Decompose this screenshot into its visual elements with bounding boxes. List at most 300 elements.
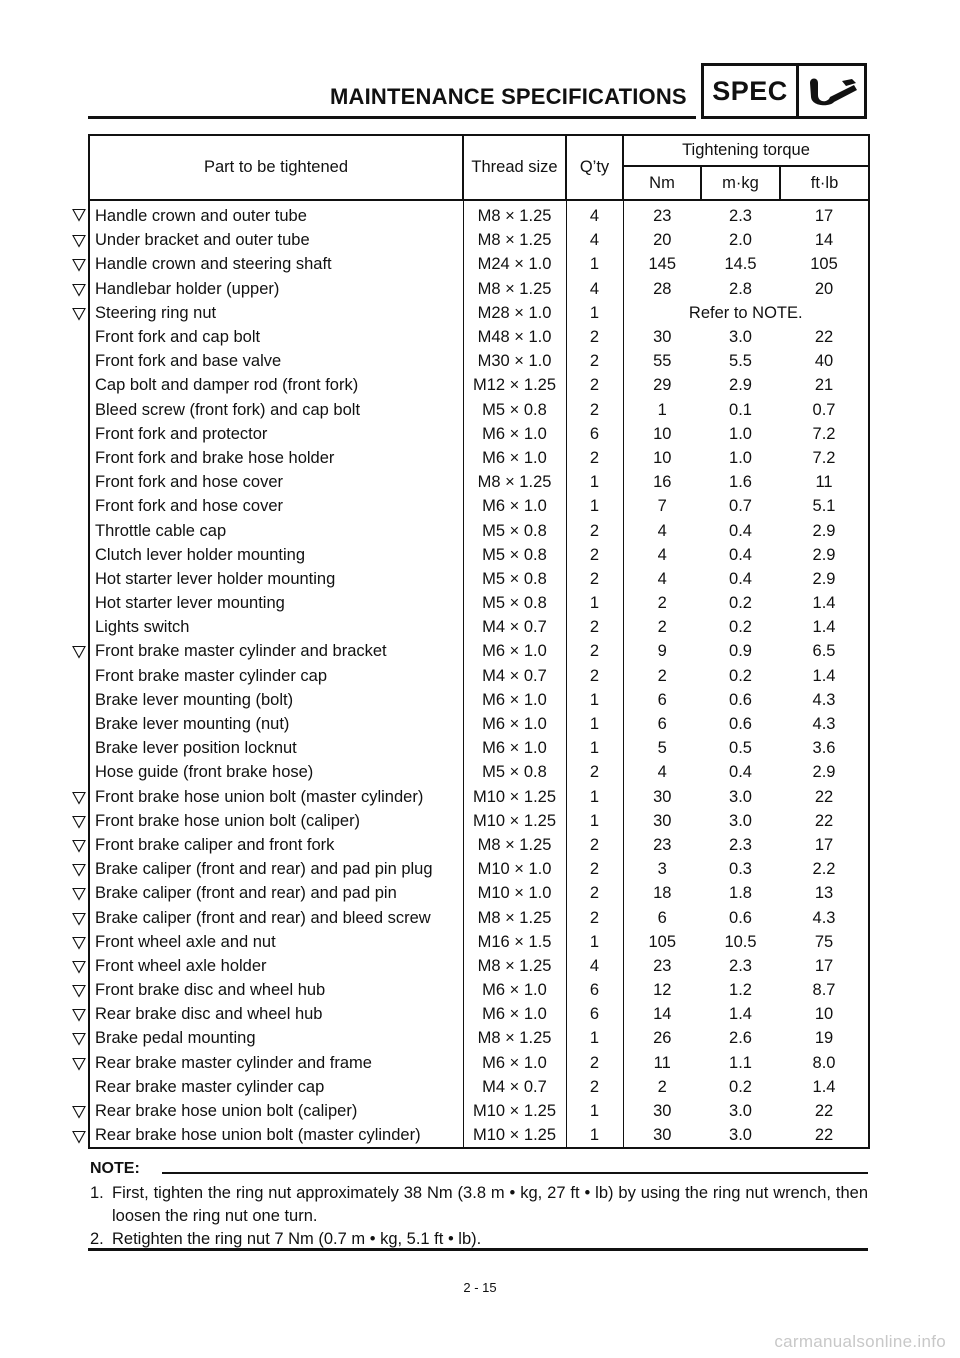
quantity-cell: 6 <box>566 1002 623 1026</box>
torque-nm-cell: 4 <box>657 521 667 540</box>
thread-size-cell: M6 × 1.0 <box>463 1002 566 1026</box>
quantity-cell: 2 <box>566 446 623 470</box>
quantity-cell: 2 <box>566 905 623 929</box>
torque-nm-cell: 2 <box>657 1077 667 1096</box>
thread-size-cell: M10 × 1.25 <box>463 1099 566 1123</box>
note-list <box>90 1182 868 1251</box>
part-cell: Brake caliper (front and rear) and bleed screw <box>89 905 463 929</box>
part-cell: Front fork and cap bolt <box>89 325 463 349</box>
torque-nm-cell: 23 <box>653 956 672 975</box>
torque-ftlb-cell: 2.2 <box>780 857 869 881</box>
thread-size-cell: M8 × 1.25 <box>463 277 566 301</box>
torque-mkg-cell: 2.0 <box>729 231 752 250</box>
torque-mkg-cell: 1.2 <box>729 981 752 1000</box>
torque-ftlb-cell: 1.4 <box>780 615 869 639</box>
part-cell: Front fork and hose cover <box>89 470 463 494</box>
quantity-cell: 1 <box>566 712 623 736</box>
part-cell: Front wheel axle and nut <box>89 930 463 954</box>
part-cell: Front brake caliper and front fork <box>89 833 463 857</box>
thread-size-cell: M16 × 1.5 <box>463 930 566 954</box>
note-item-number: 1. <box>90 1184 104 1202</box>
quantity-cell: 2 <box>566 349 623 373</box>
quantity-cell: 1 <box>566 809 623 833</box>
quantity-cell: 1 <box>566 1123 623 1148</box>
table-row <box>89 518 869 542</box>
table-row <box>89 277 869 301</box>
table-row <box>89 1099 869 1123</box>
triangle-marker-icon <box>72 1130 86 1144</box>
torque-nm-cell: 4 <box>657 569 667 588</box>
torque-ftlb-cell: 3.6 <box>780 736 869 760</box>
triangle-marker-icon <box>72 283 86 297</box>
thread-size-cell: M8 × 1.25 <box>463 833 566 857</box>
torque-ftlb-cell: 17 <box>780 833 869 857</box>
table-row <box>89 664 869 688</box>
torque-nm-cell: 30 <box>623 1123 701 1148</box>
part-cell: Under bracket and outer tube <box>89 228 463 252</box>
torque-ftlb-cell: 4.3 <box>780 688 869 712</box>
triangle-marker-icon <box>72 863 86 877</box>
header-thread-size: Thread size <box>463 135 566 200</box>
table-row <box>89 736 869 760</box>
torque-mkg-cell: 1.0 <box>729 448 752 467</box>
part-cell: Lights switch <box>89 615 463 639</box>
torque-nm-cell: 4 <box>657 763 667 782</box>
table-row <box>89 422 869 446</box>
torque-nm-cell: 1 <box>657 400 667 419</box>
torque-nm-cell: 6 <box>657 715 667 734</box>
quantity-cell: 2 <box>566 373 623 397</box>
quantity-cell: 2 <box>566 518 623 542</box>
table-row <box>89 446 869 470</box>
torque-nm-cell: 2 <box>657 594 667 613</box>
table-row <box>89 1002 869 1026</box>
thread-size-cell: M8 × 1.25 <box>463 228 566 252</box>
quantity-cell: 6 <box>566 422 623 446</box>
part-cell: Front fork and protector <box>89 422 463 446</box>
quantity-cell: 4 <box>566 954 623 978</box>
quantity-cell: 2 <box>566 857 623 881</box>
torque-nm-cell: 5 <box>657 739 667 758</box>
torque-mkg-cell: 0.5 <box>729 739 752 758</box>
quantity-cell: 6 <box>566 978 623 1002</box>
torque-nm-cell: 105 <box>648 932 677 951</box>
torque-mkg-cell: 1.1 <box>729 1053 752 1072</box>
part-cell: Front fork and base valve <box>89 349 463 373</box>
part-cell: Handle crown and steering shaft <box>89 252 463 276</box>
torque-ftlb-cell: 22 <box>780 1123 869 1148</box>
table-row <box>89 543 869 567</box>
torque-mkg-cell: 3.0 <box>729 787 752 806</box>
torque-mkg-cell: 2.9 <box>729 376 752 395</box>
torque-ftlb-cell: 22 <box>780 1099 869 1123</box>
part-cell: Rear brake master cylinder and frame <box>89 1051 463 1075</box>
torque-nm-cell: 23 <box>653 835 672 854</box>
torque-nm-cell: 3 <box>657 860 667 879</box>
thread-size-cell: M5 × 0.8 <box>463 760 566 784</box>
torque-nm-cell: 18 <box>653 884 672 903</box>
quantity-cell: 2 <box>566 543 623 567</box>
thread-size-cell: M6 × 1.0 <box>463 736 566 760</box>
quantity-cell: 2 <box>566 760 623 784</box>
part-cell: Brake caliper (front and rear) and pad pin <box>89 881 463 905</box>
torque-ftlb-cell: 40 <box>780 349 869 373</box>
torque-mkg-cell: 1.6 <box>729 473 752 492</box>
table-row <box>89 1123 869 1148</box>
quantity-cell: 1 <box>566 301 623 325</box>
quantity-cell: 1 <box>566 785 623 809</box>
torque-ftlb-cell: 13 <box>780 881 869 905</box>
triangle-marker-icon <box>72 960 86 974</box>
torque-ftlb-cell: 19 <box>780 1026 869 1050</box>
thread-size-cell: M10 × 1.0 <box>463 857 566 881</box>
table-row <box>89 325 869 349</box>
torque-mkg-cell: 2.3 <box>729 207 752 226</box>
table-row <box>89 494 869 518</box>
triangle-marker-icon <box>72 1032 86 1046</box>
torque-mkg-cell: 0.3 <box>729 860 752 879</box>
torque-ftlb-cell: 14 <box>780 228 869 252</box>
part-cell: Brake pedal mounting <box>89 1026 463 1050</box>
part-cell: Brake caliper (front and rear) and pad pin plug <box>89 857 463 881</box>
part-cell: Rear brake master cylinder cap <box>89 1075 463 1099</box>
part-cell: Front brake hose union bolt (caliper) <box>89 809 463 833</box>
torque-ftlb-cell: 4.3 <box>780 905 869 929</box>
quantity-cell: 2 <box>566 1075 623 1099</box>
torque-mkg-cell: 3.0 <box>729 811 752 830</box>
part-cell: Front fork and brake hose holder <box>89 446 463 470</box>
torque-mkg-cell: 0.1 <box>729 400 752 419</box>
torque-ftlb-cell: 4.3 <box>780 712 869 736</box>
triangle-marker-icon <box>72 208 86 222</box>
torque-nm-cell: 26 <box>653 1029 672 1048</box>
torque-nm-cell: 28 <box>653 279 672 298</box>
table-row <box>89 881 869 905</box>
part-cell: Steering ring nut <box>89 301 463 325</box>
watermark: carmanualsonline.info <box>774 1332 946 1351</box>
torque-nm-cell: 14 <box>653 1005 672 1024</box>
quantity-cell: 2 <box>566 664 623 688</box>
torque-nm-cell: 7 <box>657 497 667 516</box>
thread-size-cell: M8 × 1.25 <box>463 200 566 228</box>
quantity-cell: 2 <box>566 833 623 857</box>
torque-ftlb-cell: 2.9 <box>780 543 869 567</box>
part-cell: Brake lever position locknut <box>89 736 463 760</box>
torque-ftlb-cell: 2.9 <box>780 760 869 784</box>
quantity-cell: 1 <box>566 736 623 760</box>
torque-mkg-cell: 0.6 <box>729 908 752 927</box>
table-row <box>89 567 869 591</box>
thread-size-cell: M8 × 1.25 <box>463 905 566 929</box>
header-rule <box>88 116 696 119</box>
table-row <box>89 1026 869 1050</box>
table-row <box>89 930 869 954</box>
thread-size-cell: M5 × 0.8 <box>463 518 566 542</box>
table-header-row <box>89 135 869 166</box>
thread-size-cell: M6 × 1.0 <box>463 688 566 712</box>
torque-ftlb-cell: 1.4 <box>780 591 869 615</box>
header-quantity: Q’ty <box>566 135 623 200</box>
torque-mkg-cell: 2.8 <box>729 279 752 298</box>
part-cell: Brake lever mounting (bolt) <box>89 688 463 712</box>
thread-size-cell: M48 × 1.0 <box>463 325 566 349</box>
thread-size-cell: M5 × 0.8 <box>463 398 566 422</box>
section-badge <box>701 63 867 119</box>
thread-size-cell: M4 × 0.7 <box>463 664 566 688</box>
part-cell: Front brake master cylinder and bracket <box>89 639 463 663</box>
header-nm: Nm <box>623 166 701 200</box>
table-row <box>89 252 869 276</box>
quantity-cell: 1 <box>566 1099 623 1123</box>
table-row <box>89 1051 869 1075</box>
torque-nm-cell: 2 <box>657 666 667 685</box>
part-cell: Hose guide (front brake hose) <box>89 760 463 784</box>
thread-size-cell: M30 × 1.0 <box>463 349 566 373</box>
torque-mkg-cell: 1.4 <box>729 1005 752 1024</box>
torque-nm-cell: 11 <box>653 1053 671 1072</box>
part-cell: Front wheel axle holder <box>89 954 463 978</box>
torque-mkg-cell: 5.5 <box>729 352 752 371</box>
part-cell: Hot starter lever holder mounting <box>89 567 463 591</box>
quantity-cell: 2 <box>566 567 623 591</box>
quantity-cell: 2 <box>566 881 623 905</box>
thread-size-cell: M4 × 0.7 <box>463 1075 566 1099</box>
quantity-cell: 4 <box>566 228 623 252</box>
thread-size-cell: M6 × 1.0 <box>463 446 566 470</box>
thread-size-cell: M6 × 1.0 <box>463 422 566 446</box>
header-ftlb: ft·lb <box>780 166 869 200</box>
triangle-marker-icon <box>72 234 86 248</box>
header-tightening-torque: Tightening torque <box>623 135 869 166</box>
table-row <box>89 833 869 857</box>
torque-mkg-cell: 14.5 <box>724 255 757 274</box>
torque-ftlb-cell: 2.9 <box>780 567 869 591</box>
page-title: MAINTENANCE SPECIFICATIONS <box>330 84 687 109</box>
torque-nm-cell: 30 <box>653 328 672 347</box>
table-row <box>89 639 869 663</box>
part-cell: Front fork and hose cover <box>89 494 463 518</box>
torque-ftlb-cell: 1.4 <box>780 664 869 688</box>
part-cell: Handle crown and outer tube <box>89 200 463 228</box>
triangle-marker-icon <box>72 1105 86 1119</box>
thread-size-cell: M10 × 1.25 <box>463 1123 566 1148</box>
thread-size-cell: M5 × 0.8 <box>463 591 566 615</box>
torque-ftlb-cell: 17 <box>780 200 869 228</box>
torque-mkg-cell: 0.2 <box>729 1077 752 1096</box>
quantity-cell: 2 <box>566 639 623 663</box>
quantity-cell: 1 <box>566 252 623 276</box>
header-part: Part to be tightened <box>89 135 463 200</box>
table-row <box>89 615 869 639</box>
torque-ftlb-cell: 20 <box>780 277 869 301</box>
note-item-number: 2. <box>90 1230 104 1248</box>
torque-mkg-cell: 0.2 <box>729 618 752 637</box>
torque-ftlb-cell: 8.0 <box>780 1051 869 1075</box>
torque-nm-cell: 29 <box>653 376 672 395</box>
torque-ftlb-cell: 21 <box>780 373 869 397</box>
quantity-cell: 1 <box>566 930 623 954</box>
part-cell: Rear brake hose union bolt (caliper) <box>89 1099 463 1123</box>
torque-mkg-cell: 1.8 <box>729 884 752 903</box>
torque-mkg-cell: 0.6 <box>729 715 752 734</box>
table-row <box>89 785 869 809</box>
note-item-text: Retighten the ring nut 7 Nm (0.7 m • kg, 5.1 ft • lb). <box>112 1230 482 1248</box>
torque-nm-cell: 145 <box>648 255 677 274</box>
triangle-marker-icon <box>72 984 86 998</box>
torque-mkg-cell: 3.0 <box>701 1123 780 1148</box>
triangle-marker-icon <box>72 258 86 272</box>
torque-nm-cell: 4 <box>657 545 667 564</box>
torque-mkg-cell: 0.2 <box>729 666 752 685</box>
torque-nm-cell: 9 <box>657 642 667 661</box>
torque-ftlb-cell: 7.2 <box>780 422 869 446</box>
thread-size-cell: M10 × 1.25 <box>463 785 566 809</box>
thread-size-cell: M10 × 1.25 <box>463 809 566 833</box>
quantity-cell: 4 <box>566 200 623 228</box>
torque-nm-cell: 6 <box>657 908 667 927</box>
quantity-cell: 2 <box>566 325 623 349</box>
torque-ftlb-cell: 0.7 <box>780 398 869 422</box>
table-row <box>89 809 869 833</box>
part-cell: Brake lever mounting (nut) <box>89 712 463 736</box>
triangle-marker-icon <box>72 791 86 805</box>
thread-size-cell: M6 × 1.0 <box>463 1051 566 1075</box>
torque-ftlb-cell: 2.9 <box>780 518 869 542</box>
quantity-cell: 1 <box>566 470 623 494</box>
torque-nm-cell: 23 <box>653 207 672 226</box>
thread-size-cell: M28 × 1.0 <box>463 301 566 325</box>
part-cell: Handlebar holder (upper) <box>89 277 463 301</box>
wrench-icon <box>804 73 860 109</box>
quantity-cell: 1 <box>566 688 623 712</box>
torque-nm-cell: 20 <box>653 231 672 250</box>
triangle-marker-icon <box>72 887 86 901</box>
torque-nm-cell: 30 <box>653 1102 672 1121</box>
table-row <box>89 349 869 373</box>
torque-ftlb-cell: 5.1 <box>780 494 869 518</box>
torque-note-cell: Refer to NOTE. <box>623 301 869 325</box>
quantity-cell: 1 <box>566 1026 623 1050</box>
torque-ftlb-cell: 6.5 <box>780 639 869 663</box>
thread-size-cell: M12 × 1.25 <box>463 373 566 397</box>
torque-nm-cell: 55 <box>653 352 672 371</box>
triangle-marker-icon <box>72 815 86 829</box>
table-row <box>89 200 869 228</box>
table-row <box>89 978 869 1002</box>
table-row <box>89 591 869 615</box>
torque-spec-table <box>88 134 870 1149</box>
torque-mkg-cell: 3.0 <box>729 328 752 347</box>
torque-ftlb-cell: 22 <box>780 785 869 809</box>
table-body <box>89 200 869 1148</box>
note-bottom-rule <box>88 1248 868 1251</box>
table-row <box>89 905 869 929</box>
torque-nm-cell: 6 <box>657 690 667 709</box>
triangle-marker-icon <box>72 1057 86 1071</box>
torque-ftlb-cell: 75 <box>780 930 869 954</box>
torque-nm-cell: 30 <box>653 787 672 806</box>
thread-size-cell: M4 × 0.7 <box>463 615 566 639</box>
part-cell: Hot starter lever mounting <box>89 591 463 615</box>
table-row <box>89 712 869 736</box>
table-row <box>89 398 869 422</box>
torque-mkg-cell: 10.5 <box>724 932 757 951</box>
thread-size-cell: M8 × 1.25 <box>463 1026 566 1050</box>
page-number: 2 - 15 <box>463 1280 497 1295</box>
table-row <box>89 301 869 325</box>
torque-nm-cell: 16 <box>653 473 672 492</box>
part-cell: Clutch lever holder mounting <box>89 543 463 567</box>
torque-mkg-cell: 3.0 <box>729 1102 752 1121</box>
part-cell: Front brake master cylinder cap <box>89 664 463 688</box>
part-cell: Bleed screw (front fork) and cap bolt <box>89 398 463 422</box>
torque-nm-cell: 12 <box>653 981 672 1000</box>
torque-ftlb-cell: 1.4 <box>780 1075 869 1099</box>
table-row <box>89 1075 869 1099</box>
quantity-cell: 1 <box>566 591 623 615</box>
torque-ftlb-cell: 22 <box>780 809 869 833</box>
table-row <box>89 228 869 252</box>
torque-ftlb-cell: 7.2 <box>780 446 869 470</box>
triangle-marker-icon <box>72 1008 86 1022</box>
triangle-marker-icon <box>72 307 86 321</box>
quantity-cell: 2 <box>566 398 623 422</box>
torque-ftlb-cell: 17 <box>780 954 869 978</box>
table-row <box>89 373 869 397</box>
note-item <box>90 1182 868 1228</box>
thread-size-cell: M6 × 1.0 <box>463 639 566 663</box>
triangle-marker-icon <box>72 839 86 853</box>
torque-mkg-cell: 1.0 <box>729 424 752 443</box>
table-row <box>89 954 869 978</box>
torque-mkg-cell: 0.2 <box>729 594 752 613</box>
thread-size-cell: M24 × 1.0 <box>463 252 566 276</box>
torque-mkg-cell: 2.3 <box>729 835 752 854</box>
torque-ftlb-cell: 8.7 <box>780 978 869 1002</box>
torque-mkg-cell: 0.4 <box>729 569 752 588</box>
thread-size-cell: M6 × 1.0 <box>463 712 566 736</box>
quantity-cell: 4 <box>566 277 623 301</box>
torque-nm-cell: 30 <box>653 811 672 830</box>
section-badge-label: SPEC <box>704 66 799 116</box>
table-row <box>89 688 869 712</box>
torque-ftlb-cell: 105 <box>780 252 869 276</box>
part-cell: Rear brake disc and wheel hub <box>89 1002 463 1026</box>
torque-mkg-cell: 0.4 <box>729 545 752 564</box>
triangle-marker-icon <box>72 936 86 950</box>
torque-ftlb-cell: 10 <box>780 1002 869 1026</box>
thread-size-cell: M6 × 1.0 <box>463 978 566 1002</box>
torque-mkg-cell: 0.4 <box>729 521 752 540</box>
triangle-marker-icon <box>72 912 86 926</box>
thread-size-cell: M10 × 1.0 <box>463 881 566 905</box>
torque-mkg-cell: 0.9 <box>729 642 752 661</box>
torque-nm-cell: 10 <box>653 424 672 443</box>
quantity-cell: 1 <box>566 494 623 518</box>
torque-ftlb-cell: 11 <box>780 470 869 494</box>
note-label: NOTE: <box>90 1160 140 1177</box>
table-row <box>89 857 869 881</box>
quantity-cell: 2 <box>566 615 623 639</box>
torque-mkg-cell: 2.3 <box>729 956 752 975</box>
thread-size-cell: M8 × 1.25 <box>463 470 566 494</box>
torque-nm-cell: 10 <box>653 448 672 467</box>
quantity-cell: 2 <box>566 1051 623 1075</box>
part-cell: Front brake disc and wheel hub <box>89 978 463 1002</box>
part-cell: Throttle cable cap <box>89 518 463 542</box>
triangle-marker-icon <box>72 645 86 659</box>
header-mkg: m·kg <box>701 166 780 200</box>
